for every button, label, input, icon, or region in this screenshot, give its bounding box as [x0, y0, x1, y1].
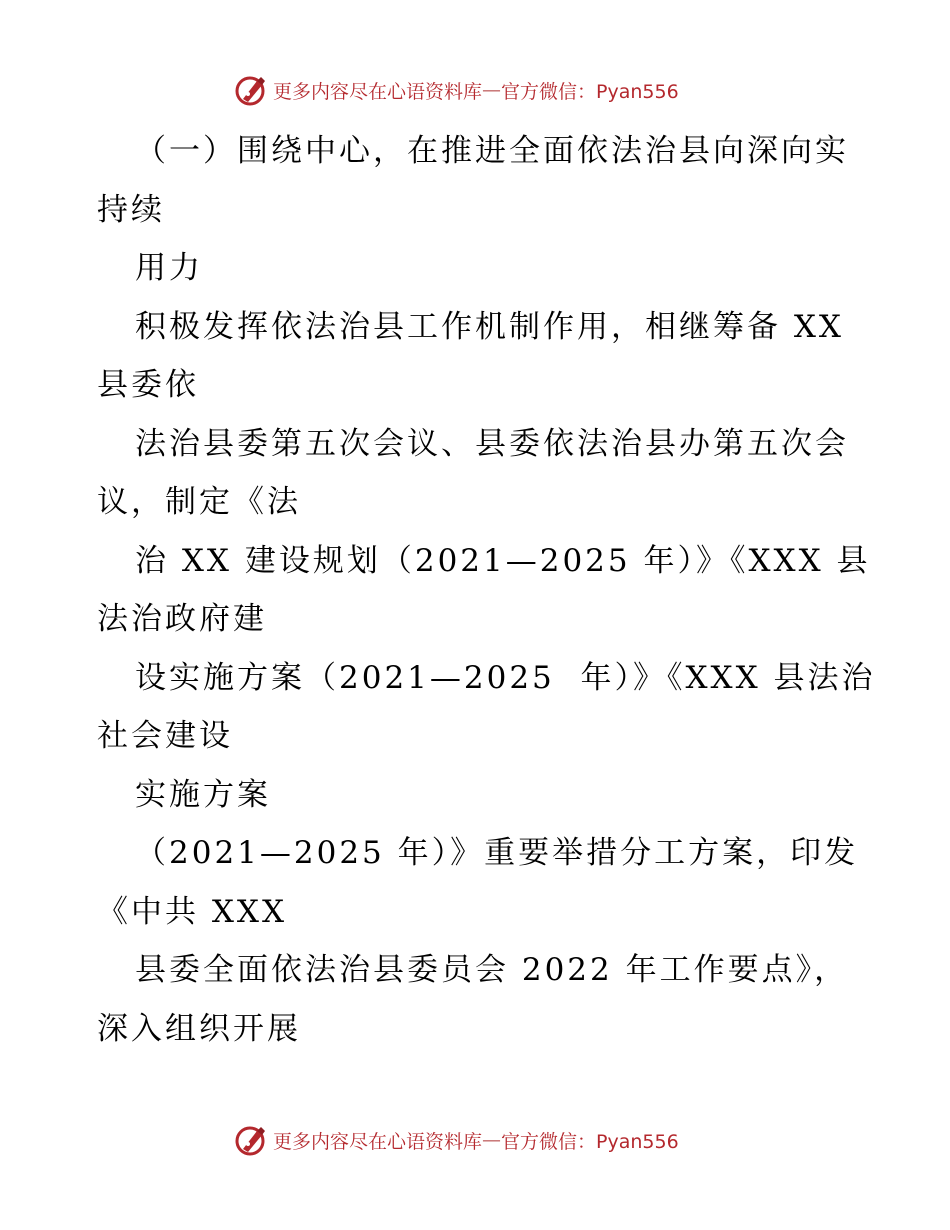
text-line: 社会建设 [97, 718, 233, 754]
text-line: 积极发挥依法治县工作机制作用，相继筹备 XX [135, 308, 844, 345]
text-line: 治 XX 建设规划（2021—2025 年）》《XXX 县 [135, 542, 871, 579]
text-line: 持续 [97, 191, 165, 228]
text-line: 议，制定《法 [97, 484, 301, 520]
watermark-suffix: 官方微信：Pyan556 [501, 1130, 679, 1153]
watermark-prefix: 更多内容尽在心语资料库 [273, 80, 483, 103]
watermark-separator: — [482, 79, 502, 101]
footer-watermark [233, 1122, 679, 1158]
text-line: 法治县委第五次会议、县委依法治县办第五次会 [135, 425, 849, 462]
pen-nib-logo-icon [233, 1122, 269, 1158]
text-line: 县委依 [97, 367, 199, 403]
text-line: （一）围绕中心，在推进全面依法治县向深向实 [135, 133, 849, 169]
text-line: 县委全面依法治县委员会 2022 年工作要点》， [135, 952, 849, 988]
text-line: （2021—2025 年）》重要举措分工方案，印发 [135, 835, 859, 871]
text-line: 《中共 XXX [97, 893, 288, 930]
text-line: 设实施方案（2021—2025 年）》《XXX 县法治 [135, 659, 876, 696]
text-line: 法治政府建 [97, 601, 267, 637]
document-body [97, 122, 876, 1058]
watermark-separator: — [482, 1129, 502, 1151]
watermark-suffix: 官方微信：Pyan556 [501, 80, 679, 103]
pen-nib-logo-icon [233, 72, 269, 108]
text-line: 用力 [135, 250, 203, 286]
watermark-prefix: 更多内容尽在心语资料库 [273, 1130, 483, 1153]
text-line: 深入组织开展 [97, 1010, 301, 1047]
text-line: 实施方案 [135, 776, 271, 813]
header-watermark [233, 72, 679, 108]
